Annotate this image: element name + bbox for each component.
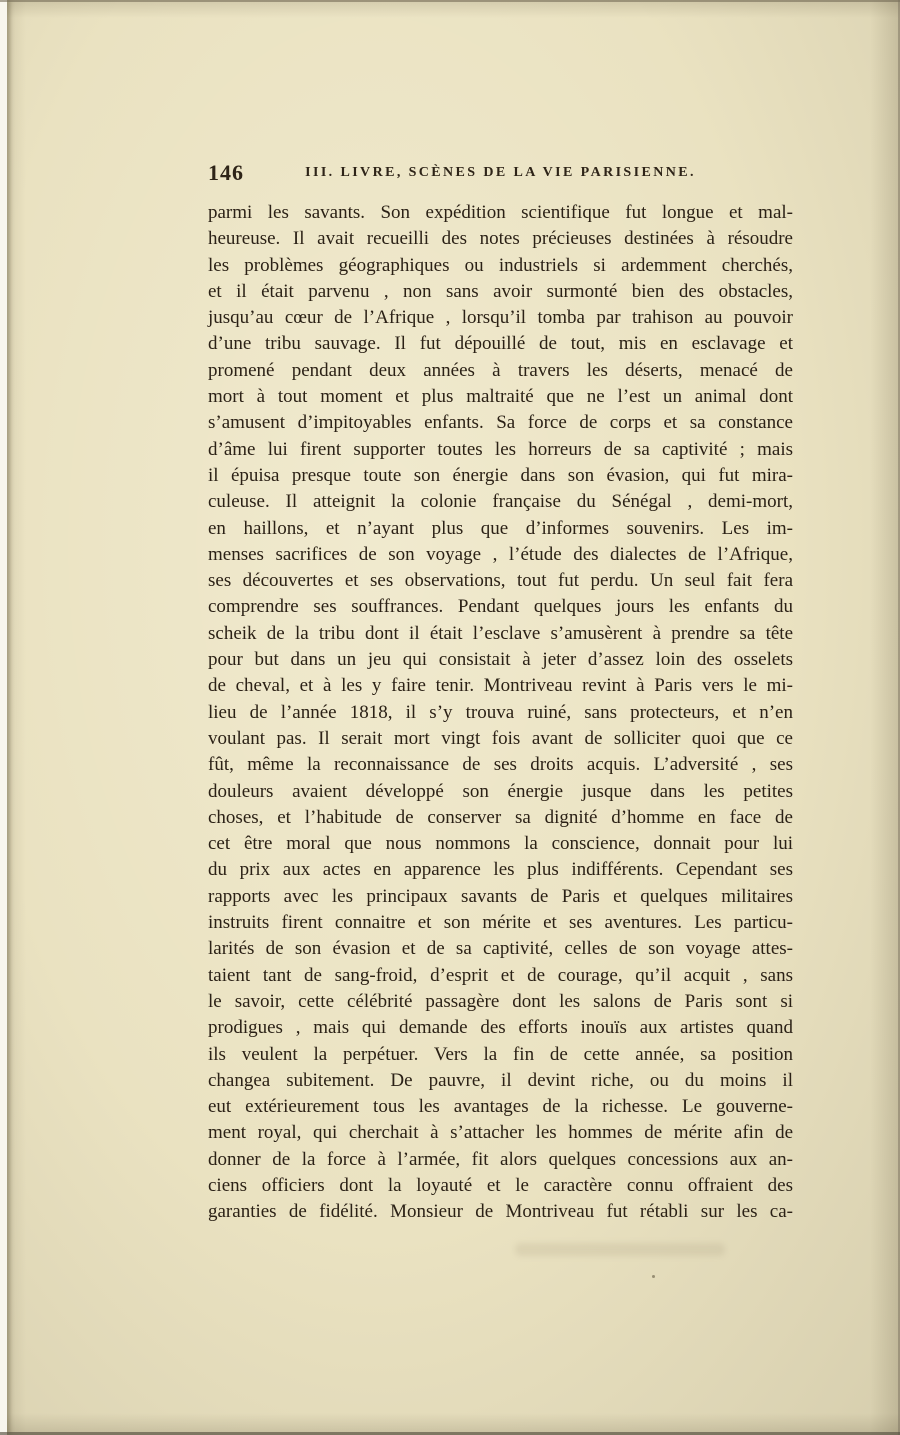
text-line: ciens officiers dont la loyauté et le caractère connu offraient des	[208, 1174, 793, 1196]
running-title: III. LIVRE, SCÈNES DE LA VIE PARISIENNE.	[305, 165, 696, 180]
text-line: larités de son évasion et de sa captivité, celles de son voyage attes-	[208, 938, 793, 960]
text-line: donner de la force à l’armée, fit alors quelques concessions aux an-	[208, 1148, 793, 1170]
text-line: comprendre ses souffrances. Pendant quelques jours les enfants du	[208, 596, 793, 618]
paper-fleck	[652, 1275, 655, 1278]
text-line: d’une tribu sauvage. Il fut dépouillé de tout, mis en esclavage et	[208, 333, 793, 355]
text-line: et il était parvenu , non sans avoir surmonté bien des obstacles,	[208, 280, 793, 302]
text-line: ses découvertes et ses observations, tout fut perdu. Un seul fait fera	[208, 570, 793, 592]
text-line: culeuse. Il atteignit la colonie française du Sénégal , demi-mort,	[208, 491, 793, 513]
text-line: taient tant de sang-froid, d’esprit et de courage, qu’il acquit , sans	[208, 964, 793, 986]
body-text	[208, 200, 793, 1226]
text-line: ment royal, qui cherchait à s’attacher les hommes de mérite afin de	[208, 1122, 793, 1144]
text-line: rapports avec les principaux savants de Paris et quelques militaires	[208, 885, 793, 907]
text-line: en haillons, et n’ayant plus que d’informes souvenirs. Les im-	[208, 517, 793, 539]
page-header	[208, 160, 793, 190]
text-line: choses, et l’habitude de conserver sa dignité d’homme en face de	[208, 806, 793, 828]
text-line: le savoir, cette célébrité passagère dont les salons de Paris sont si	[208, 990, 793, 1012]
text-line: cet être moral que nous nommons la conscience, donnait pour lui	[208, 833, 793, 855]
text-line: du prix aux actes en apparence les plus indifférents. Cependant ses	[208, 859, 793, 881]
text-line: instruits firent connaitre et son mérite et ses aventures. Les particu-	[208, 912, 793, 934]
text-line: mort à tout moment et plus maltraité que ne l’est un animal dont	[208, 386, 793, 408]
text-line: fût, même la reconnaissance de ses droits acquis. L’adversité , ses	[208, 754, 793, 776]
page-left-edge	[0, 0, 7, 1435]
text-line: d’âme lui firent supporter toutes les horreurs de sa captivité ; mais	[208, 438, 793, 460]
text-line: menses sacrifices de son voyage , l’étude des dialectes de l’Afrique,	[208, 543, 793, 565]
text-line: les problèmes géographiques ou industriels si ardemment cherchés,	[208, 254, 793, 276]
text-line: prodigues , mais qui demande des efforts inouïs aux artistes quand	[208, 1017, 793, 1039]
page-top-edge	[0, 0, 900, 2]
text-line: de cheval, et à les y faire tenir. Montriveau revint à Paris vers le mi-	[208, 675, 793, 697]
text-line: changea subitement. De pauvre, il devint riche, ou du moins il	[208, 1069, 793, 1091]
text-line: eut extérieurement tous les avantages de la richesse. Le gouverne-	[208, 1096, 793, 1118]
text-line: heureuse. Il avait recueilli des notes précieuses destinées à résoudre	[208, 228, 793, 250]
text-line: jusqu’au cœur de l’Afrique , lorsqu’il tomba par trahison au pouvoir	[208, 307, 793, 329]
page-number: 146	[208, 160, 244, 185]
text-line: il épuisa presque toute son énergie dans son évasion, qui fut mira-	[208, 464, 793, 486]
showthrough-smudge	[515, 1243, 725, 1256]
text-line: douleurs avaient développé son énergie jusque dans les petites	[208, 780, 793, 802]
text-line: s’amusent d’impitoyables enfants. Sa force de corps et sa constance	[208, 412, 793, 434]
text-line: garanties de fidélité. Monsieur de Montriveau fut rétabli sur les ca-	[208, 1201, 793, 1223]
text-line: parmi les savants. Son expédition scientifique fut longue et mal-	[208, 202, 793, 223]
text-line: ils veulent la perpétuer. Vers la fin de cette année, sa position	[208, 1043, 793, 1065]
text-line: voulant pas. Il serait mort vingt fois avant de solliciter quoi que ce	[208, 727, 793, 749]
text-line: scheik de la tribu dont il était l’esclave s’amusèrent à prendre sa tête	[208, 622, 793, 644]
text-line: pour but dans un jeu qui consistait à jeter d’assez loin des osselets	[208, 649, 793, 671]
text-line: promené pendant deux années à travers les déserts, menacé de	[208, 359, 793, 381]
text-line: lieu de l’année 1818, il s’y trouva ruiné, sans protecteurs, et n’en	[208, 701, 793, 723]
